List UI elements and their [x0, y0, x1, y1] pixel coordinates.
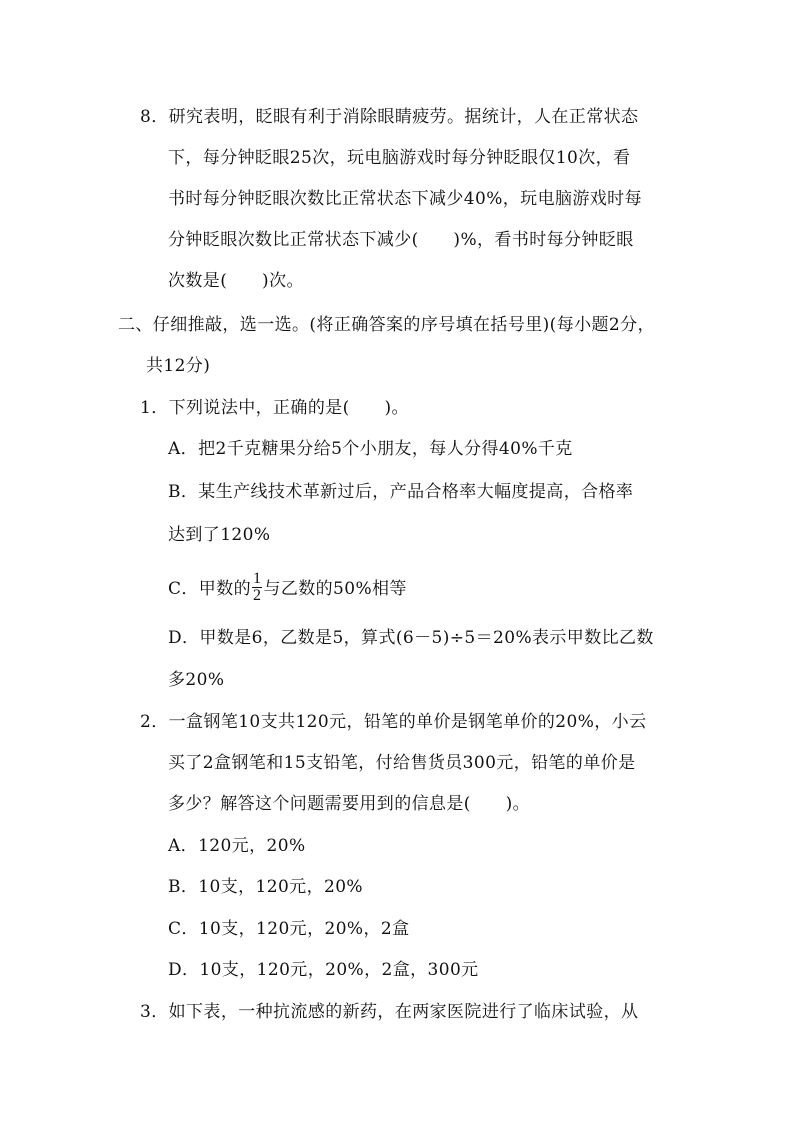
- q8-line-3: 书时每分钟眨眼次数比正常状态下减少40%，玩电脑游戏时每: [168, 189, 642, 209]
- q2-option-c: C．10支，120元，20%，2盒: [168, 919, 410, 939]
- q2-stem-line-3: 多少？解答这个问题需要用到的信息是( )。: [168, 794, 531, 814]
- q1-option-b: B．某生产线技术革新过后，产品合格率大幅度提高，合格率: [168, 482, 634, 502]
- q2-stem-line-2: 买了2盒钢笔和15支铅笔，付给售货员300元，铅笔的单价是: [168, 753, 636, 773]
- q2-option-a: A．120元，20%: [168, 836, 306, 856]
- q1-option-d-cont: 多20%: [168, 670, 225, 690]
- q1-option-c: [168, 570, 407, 606]
- section2-heading-cont: 共12分): [146, 356, 211, 376]
- q1-option-d: D．甲数是6，乙数是5，算式(6－5)÷5＝20%表示甲数比乙数: [168, 628, 654, 648]
- q2-stem-line-1: 2．一盒钢笔10支共120元，铅笔的单价是钢笔单价的20%，小云: [140, 712, 647, 732]
- q1-stem: 1．下列说法中，正确的是( )。: [140, 398, 409, 418]
- fraction-denominator: 2: [253, 587, 262, 604]
- q8-line-1: 8．研究表明，眨眼有利于消除眼睛疲劳。据统计，人在正常状态: [140, 107, 639, 127]
- q2-option-d: D．10支，120元，20%，2盒，300元: [168, 960, 479, 980]
- q8-line-5: 次数是( )次。: [168, 271, 304, 291]
- fraction-numerator: 1: [253, 570, 262, 587]
- q1-option-b-cont: 达到了120%: [168, 525, 271, 545]
- q8-line-4: 分钟眨眼次数比正常状态下减少( )%，看书时每分钟眨眼: [168, 230, 634, 250]
- q3-stem: 3．如下表，一种抗流感的新药，在两家医院进行了临床试验，从: [140, 1002, 639, 1022]
- section2-heading: 二、仔细推敲，选一选。(将正确答案的序号填在括号里)(每小题2分，: [118, 315, 655, 335]
- q8-line-2: 下，每分钟眨眼25次，玩电脑游戏时每分钟眨眼仅10次，看: [168, 148, 631, 168]
- q1-option-c-prefix: C．甲数的: [168, 579, 252, 599]
- one-half-fraction: [252, 571, 262, 604]
- q2-option-b: B．10支，120元，20%: [168, 877, 363, 897]
- q1-option-c-suffix: 与乙数的50%相等: [263, 579, 407, 599]
- q1-option-a: A．把2千克糖果分给5个小朋友，每人分得40%千克: [168, 439, 573, 459]
